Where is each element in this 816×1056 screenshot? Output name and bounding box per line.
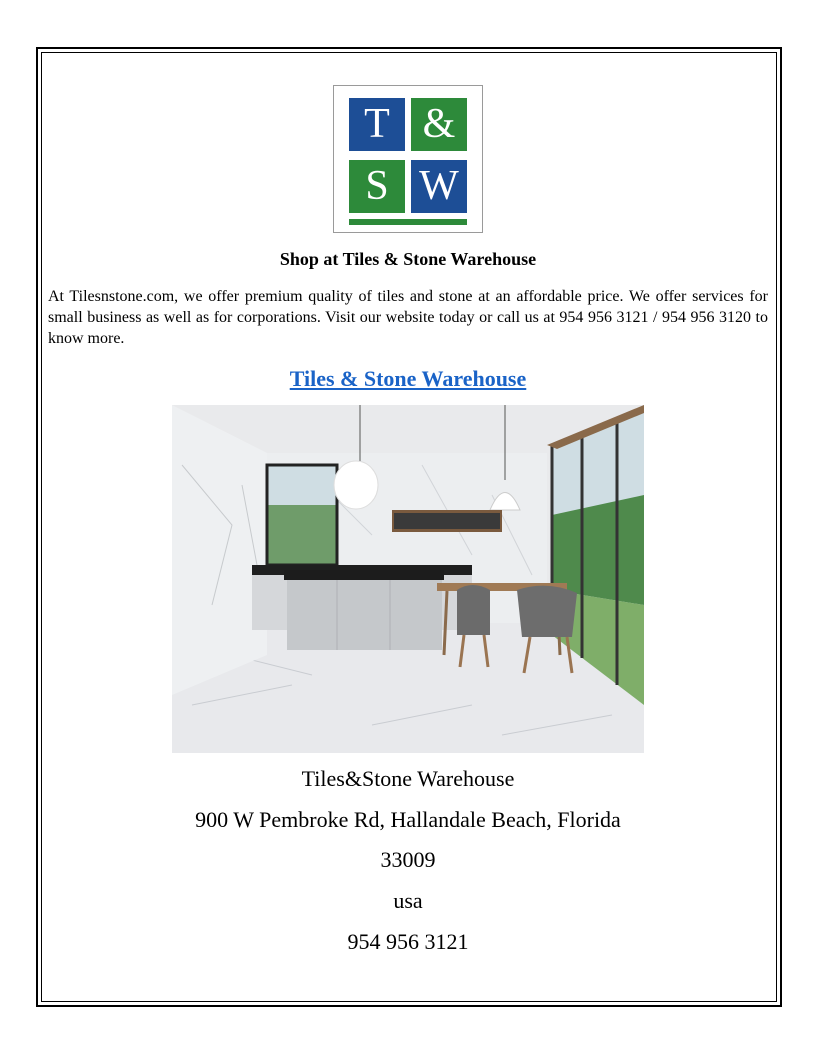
description-paragraph: At Tilesnstone.com, we offer premium quality of tiles and stone at an affordable price. We offer services for small business as well as for corporations. Visit our website today or call us at 954 956 3121 / 954 956 3120 to know more. xyxy=(48,288,768,347)
address-street: 900 W Pembroke Rd, Hallandale Beach, Florida xyxy=(195,807,621,832)
address-name: Tiles&Stone Warehouse xyxy=(301,766,515,791)
logo-tile-ampersand: & xyxy=(411,98,467,151)
kitchen-photo xyxy=(172,405,644,753)
address-phone: 954 956 3121 xyxy=(347,929,469,954)
logo-tile-t: T xyxy=(349,98,405,151)
logo-tile-s: S xyxy=(349,160,405,213)
tsw-logo xyxy=(333,85,483,233)
page-heading: Shop at Tiles & Stone Warehouse xyxy=(279,249,537,269)
address-country: usa xyxy=(393,888,423,913)
logo-underline-bar xyxy=(349,219,467,225)
logo-tile-w: W xyxy=(411,160,467,213)
address-zip: 33009 xyxy=(380,847,436,872)
tiles-stone-warehouse-link[interactable]: Tiles & Stone Warehouse xyxy=(289,366,527,391)
